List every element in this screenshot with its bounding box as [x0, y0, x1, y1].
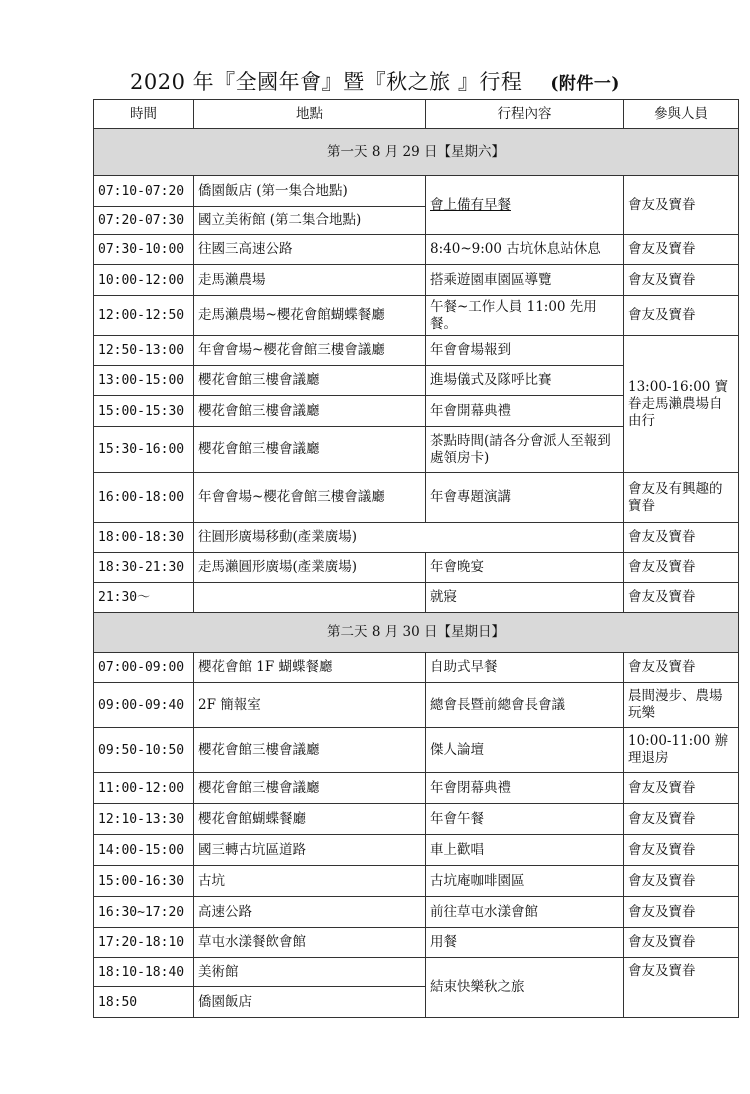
time-cell: 13:00-15:00 — [94, 366, 194, 396]
people-cell: 晨間漫步、農場玩樂 — [624, 683, 739, 728]
place-cell: 高速公路 — [194, 897, 426, 928]
content-cell: 進場儀式及隊呼比賽 — [426, 366, 624, 396]
place-cell: 櫻花會館 1F 蝴蝶餐廳 — [194, 653, 426, 683]
people-cell: 會友及寶眷 — [624, 553, 739, 583]
place-cell — [194, 583, 426, 613]
content-cell: 車上歡唱 — [426, 835, 624, 866]
time-cell: 12:10-13:30 — [94, 804, 194, 835]
place-cell: 櫻花會館三樓會議廳 — [194, 427, 426, 473]
people-cell: 會友及寶眷 — [624, 835, 739, 866]
header-content: 行程內容 — [426, 100, 624, 129]
table-row — [94, 523, 739, 553]
content-cell: 古坑庵咖啡園區 — [426, 866, 624, 897]
place-cell: 僑園飯店 — [194, 987, 426, 1018]
time-cell: 07:30-10:00 — [94, 235, 194, 265]
time-cell: 18:00-18:30 — [94, 523, 194, 553]
time-cell: 18:30-21:30 — [94, 553, 194, 583]
itinerary-table — [93, 99, 739, 1018]
content-cell: 午餐~工作人員 11:00 先用餐。 — [426, 296, 624, 336]
time-cell: 18:50 — [94, 987, 194, 1018]
content-cell: 用餐 — [426, 928, 624, 958]
table-row — [94, 296, 739, 336]
people-cell: 會友及寶眷 — [624, 523, 739, 553]
people-cell: 會友及寶眷 — [624, 653, 739, 683]
time-cell: 07:10-07:20 — [94, 176, 194, 207]
table-row — [94, 583, 739, 613]
people-cell: 10:00-11:00 辦理退房 — [624, 728, 739, 773]
place-cell: 國三轉古坑區道路 — [194, 835, 426, 866]
place-cell: 櫻花會館三樓會議廳 — [194, 396, 426, 427]
table-row — [94, 336, 739, 366]
title-text: 2020 年『全國年會』暨『秋之旅 』行程 — [130, 70, 523, 94]
people-cell: 會友及寶眷 — [624, 235, 739, 265]
table-row — [94, 958, 739, 987]
header-people: 參與人員 — [624, 100, 739, 129]
table-row — [94, 553, 739, 583]
table-row — [94, 235, 739, 265]
header-row — [94, 100, 739, 129]
time-cell: 09:50-10:50 — [94, 728, 194, 773]
table-row — [94, 866, 739, 897]
table-row — [94, 773, 739, 804]
attachment-label: (附件一) — [550, 74, 620, 94]
content-cell: 年會晚宴 — [426, 553, 624, 583]
people-cell: 會友及有興趣的寶眷 — [624, 473, 739, 523]
time-cell: 12:00-12:50 — [94, 296, 194, 336]
place-cell: 年會會場~櫻花會館三樓會議廳 — [194, 473, 426, 523]
place-cell: 草屯水漾餐飲會館 — [194, 928, 426, 958]
content-cell: 年會會場報到 — [426, 336, 624, 366]
people-cell: 會友及寶眷 — [624, 296, 739, 336]
place-cell: 往圓形廣場移動(產業廣場) — [194, 523, 624, 553]
content-cell: 8:40~9:00 古坑休息站休息 — [426, 235, 624, 265]
place-cell: 走馬瀨農場 — [194, 265, 426, 296]
content-cell: 會上備有早餐 — [426, 176, 624, 235]
content-cell: 就寢 — [426, 583, 624, 613]
time-cell: 07:20-07:30 — [94, 207, 194, 235]
content-cell: 前往草屯水漾會館 — [426, 897, 624, 928]
content-cell: 年會午餐 — [426, 804, 624, 835]
table-row — [94, 728, 739, 773]
side-note-cell: 13:00-16:00 寶眷走馬瀨農場自由行 — [624, 336, 739, 473]
place-cell: 往國三高速公路 — [194, 235, 426, 265]
time-cell: 15:00-16:30 — [94, 866, 194, 897]
place-cell: 櫻花會館三樓會議廳 — [194, 773, 426, 804]
people-cell: 會友及寶眷 — [624, 897, 739, 928]
table-row — [94, 265, 739, 296]
time-cell: 15:00-15:30 — [94, 396, 194, 427]
time-cell: 12:50-13:00 — [94, 336, 194, 366]
header-time: 時間 — [94, 100, 194, 129]
table-row — [94, 835, 739, 866]
time-cell: 16:30~17:20 — [94, 897, 194, 928]
content-cell: 總會長暨前總會長會議 — [426, 683, 624, 728]
table-row — [94, 653, 739, 683]
time-cell: 18:10-18:40 — [94, 958, 194, 987]
time-cell: 10:00-12:00 — [94, 265, 194, 296]
content-cell: 年會閉幕典禮 — [426, 773, 624, 804]
time-cell: 17:20-18:10 — [94, 928, 194, 958]
time-cell: 21:30～ — [94, 583, 194, 613]
people-cell: 會友及寶眷 — [624, 866, 739, 897]
content-cell: 結束快樂秋之旅 — [426, 958, 624, 1018]
table-row — [94, 473, 739, 523]
content-cell: 自助式早餐 — [426, 653, 624, 683]
place-cell: 僑園飯店 (第一集合地點) — [194, 176, 426, 207]
people-cell: 會友及寶眷 — [624, 804, 739, 835]
people-cell: 會友及寶眷 — [624, 958, 739, 1018]
day1-row — [94, 129, 739, 176]
table-row — [94, 683, 739, 728]
table-row — [94, 804, 739, 835]
time-cell: 07:00-09:00 — [94, 653, 194, 683]
place-cell: 美術館 — [194, 958, 426, 987]
header-place: 地點 — [194, 100, 426, 129]
place-cell: 走馬瀨農場~櫻花會館蝴蝶餐廳 — [194, 296, 426, 336]
place-cell: 年會會場~櫻花會館三樓會議廳 — [194, 336, 426, 366]
time-cell: 15:30-16:00 — [94, 427, 194, 473]
time-cell: 09:00-09:40 — [94, 683, 194, 728]
content-cell: 傑人論壇 — [426, 728, 624, 773]
page-title — [0, 66, 750, 96]
day2-row — [94, 613, 739, 653]
place-cell: 櫻花會館三樓會議廳 — [194, 728, 426, 773]
content-cell: 搭乘遊園車園區導覽 — [426, 265, 624, 296]
content-cell: 年會開幕典禮 — [426, 396, 624, 427]
place-cell: 2F 簡報室 — [194, 683, 426, 728]
table-row — [94, 897, 739, 928]
table-row — [94, 176, 739, 207]
place-cell: 櫻花會館三樓會議廳 — [194, 366, 426, 396]
people-cell: 會友及寶眷 — [624, 928, 739, 958]
day1-label: 第一天 8 月 29 日【星期六】 — [94, 129, 739, 176]
place-cell: 國立美術館 (第二集合地點) — [194, 207, 426, 235]
day2-label: 第二天 8 月 30 日【星期日】 — [94, 613, 739, 653]
time-cell: 16:00-18:00 — [94, 473, 194, 523]
place-cell: 古坑 — [194, 866, 426, 897]
people-cell: 會友及寶眷 — [624, 583, 739, 613]
content-cell: 年會專題演講 — [426, 473, 624, 523]
place-cell: 櫻花會館蝴蝶餐廳 — [194, 804, 426, 835]
time-cell: 14:00-15:00 — [94, 835, 194, 866]
time-cell: 11:00-12:00 — [94, 773, 194, 804]
place-cell: 走馬瀨圓形廣場(產業廣場) — [194, 553, 426, 583]
table-row — [94, 928, 739, 958]
content-cell: 茶點時間(請各分會派人至報到處領房卡) — [426, 427, 624, 473]
people-cell: 會友及寶眷 — [624, 773, 739, 804]
people-cell: 會友及寶眷 — [624, 265, 739, 296]
people-cell: 會友及寶眷 — [624, 176, 739, 235]
